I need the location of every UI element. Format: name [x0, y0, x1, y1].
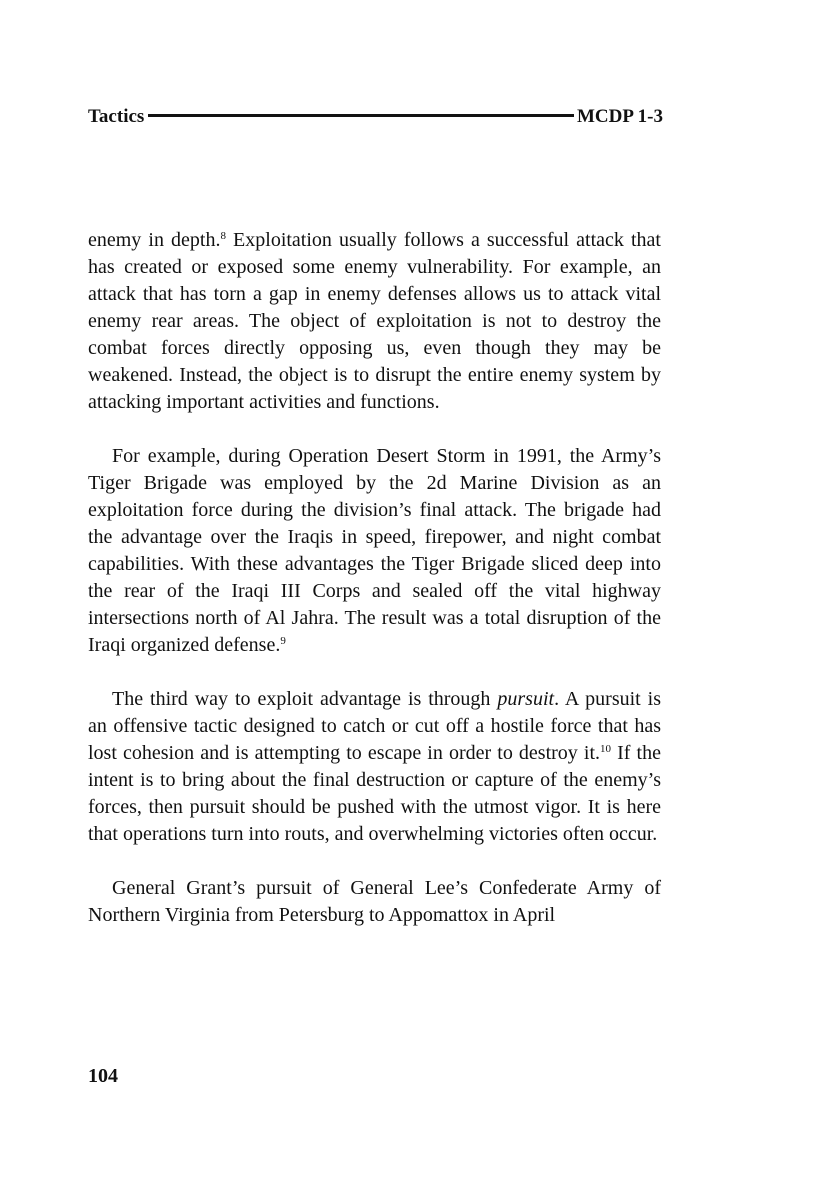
footnote-ref-8: 8 — [220, 230, 226, 242]
paragraph-2-text: For example, during Operation Desert Storm in 1991, the Army’s Tiger Brigade was employed by the 2d Marine Division as an exploitation force during the division’s final attack. The brigade had the advantage over the Iraqis in speed, firepower, and night combat capabilities. With these advantages the Tiger Brigade sliced deep into the rear of the Iraqi III Corps and sealed off the vital highway intersections north of Al Jahra. The result was a total disruption of the Iraqi organized defense. — [88, 445, 661, 656]
paragraph-3-text-a: The third way to exploit advantage is through — [112, 688, 498, 710]
paragraph-4 — [88, 875, 661, 929]
paragraph-3-text-c: If the intent is to bring about the final destruction or capture of the enemy’s forces, then pursuit should be pushed with the utmost vigor. It is here that operations turn into routs, and overwhelming victories often occur. — [88, 742, 661, 845]
paragraph-3 — [88, 686, 661, 848]
paragraph-1-text-b: Exploitation usually follows a successful attack that has created or exposed some enemy vulnerability. For example, an attack that has torn a gap in enemy defenses allows us to attack vital enemy rear areas. The object of exploitation is not to destroy the combat forces directly opposing us, even though they may be weakened. Instead, the object is to disrupt the entire enemy system by attacking important activities and functions. — [88, 229, 661, 413]
page-number: 104 — [88, 1065, 118, 1087]
paragraph-4-text: General Grant’s pursuit of General Lee’s Confederate Army of Northern Virginia from Petersburg to Appomattox in April — [88, 877, 661, 926]
paragraph-2 — [88, 443, 661, 659]
paragraph-1 — [88, 227, 661, 416]
body-text — [88, 227, 661, 956]
header-title: Tactics — [88, 106, 145, 127]
running-header — [88, 104, 663, 130]
footnote-ref-10: 10 — [600, 743, 612, 755]
paragraph-3-text-b: . A pursuit is an offensive tactic designed to catch or cut off a hostile force that has lost cohesion and is attempting to escape in order to destroy it. — [88, 688, 661, 764]
pursuit-term: pursuit — [497, 688, 555, 710]
header-publication: MCDP 1-3 — [576, 106, 663, 127]
footnote-ref-9: 9 — [280, 635, 286, 647]
header-rule — [148, 114, 574, 117]
paragraph-1-text-a: enemy in depth. — [88, 229, 221, 251]
